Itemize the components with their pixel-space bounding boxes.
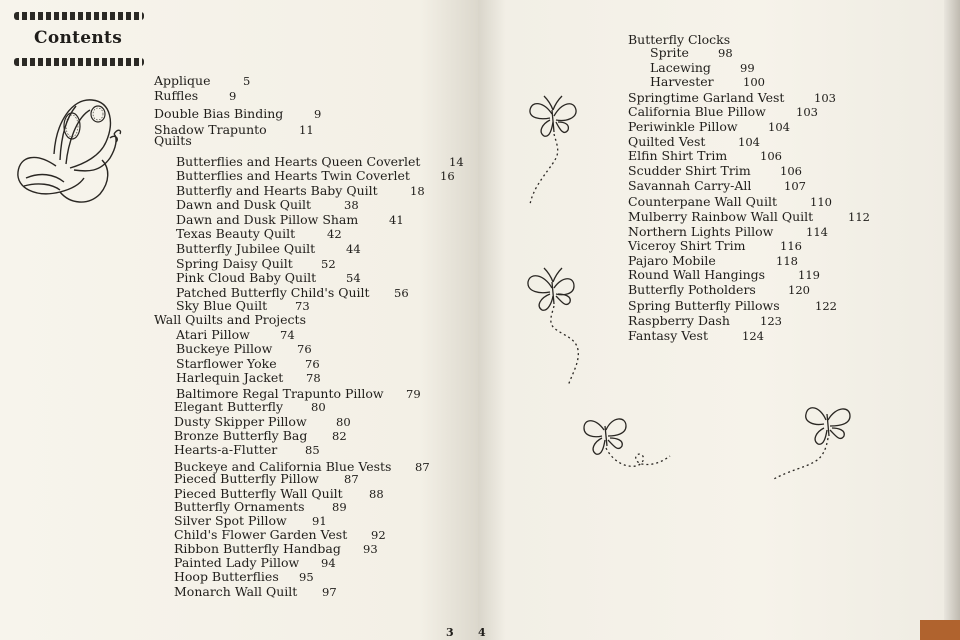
toc-entry — [174, 569, 314, 584]
toc-entry-title: Spring Butterfly Pillows — [628, 298, 780, 313]
toc-entry-page-number: 80 — [311, 400, 326, 414]
toc-entry-page-number: 97 — [322, 585, 337, 599]
toc-entry — [176, 270, 361, 285]
toc-entry — [176, 256, 336, 271]
toc-entry-page-number: 54 — [346, 271, 361, 285]
toc-entry — [174, 471, 359, 486]
toc-entry-page-number: 103 — [796, 105, 818, 119]
toc-entry-page-number: 56 — [394, 286, 409, 300]
toc-entry — [628, 178, 806, 193]
toc-entry — [174, 513, 327, 528]
toc-entry-page-number: 16 — [440, 169, 455, 183]
toc-entry-page-number: 76 — [305, 357, 320, 371]
toc-entry-page-number: 107 — [784, 179, 806, 193]
toc-entry-title: Periwinkle Pillow — [628, 119, 738, 134]
toc-entry — [628, 148, 782, 163]
toc-entry-title: Monarch Wall Quilt — [174, 584, 298, 599]
toc-entry-title: Round Wall Hangings — [628, 267, 766, 282]
toc-entry-page-number: 103 — [814, 91, 836, 105]
toc-entry-title: Raspberry Dash — [628, 313, 730, 328]
toc-entry-page-number: 85 — [305, 443, 320, 457]
toc-entry — [628, 134, 760, 149]
toc-entry — [628, 194, 832, 209]
toc-entry-title: Butterflies and Hearts Twin Coverlet — [176, 168, 410, 183]
toc-entry-page-number: 42 — [327, 227, 342, 241]
toc-entry — [628, 328, 764, 343]
toc-entry — [176, 327, 295, 342]
toc-entry-title: Harvester — [650, 74, 714, 89]
toc-entry — [176, 370, 321, 385]
decorative-border-bottom — [14, 58, 144, 66]
toc-entry-page-number: 119 — [798, 268, 820, 282]
toc-entry — [174, 499, 347, 514]
toc-entry — [650, 74, 765, 89]
toc-entry-page-number: 78 — [306, 371, 321, 385]
toc-entry-title: Sky Blue Quilt — [176, 298, 268, 313]
toc-entry — [176, 341, 312, 356]
toc-entry-page-number: 124 — [742, 329, 764, 343]
right-page — [478, 0, 944, 640]
toc-entry-page-number: 73 — [295, 299, 310, 313]
book-cover-corner — [920, 620, 960, 640]
toc-entry — [174, 555, 336, 570]
toc-entry — [174, 428, 347, 443]
toc-entry — [154, 73, 251, 88]
butterfly-doodle-icon — [524, 266, 594, 392]
toc-entry — [174, 527, 386, 542]
toc-entry-title: Applique — [154, 73, 211, 88]
toc-entry — [176, 197, 359, 212]
toc-entry-page-number: 91 — [312, 514, 327, 528]
toc-entry-title: Dusty Skipper Pillow — [174, 414, 307, 429]
toc-entry-title: Hearts-a-Flutter — [174, 442, 278, 457]
toc-entry-title: Mulberry Rainbow Wall Quilt — [628, 209, 814, 224]
toc-entry-page-number: 9 — [229, 89, 237, 103]
toc-entry-title: Painted Lady Pillow — [174, 555, 300, 570]
toc-entry-page-number: 106 — [760, 149, 782, 163]
toc-entry-title: Wall Quilts and Projects — [154, 312, 306, 327]
toc-entry-page-number: 9 — [314, 107, 322, 121]
toc-entry-page-number: 76 — [297, 342, 312, 356]
toc-entry-page-number: 104 — [738, 135, 760, 149]
page-number: 3 — [446, 626, 454, 639]
toc-entry — [174, 399, 326, 414]
toc-entry-page-number: 122 — [815, 299, 837, 313]
toc-entry — [176, 298, 310, 313]
toc-entry-page-number: 87 — [344, 472, 359, 486]
toc-entry-title: Pink Cloud Baby Quilt — [176, 270, 317, 285]
toc-entry-title: Elegant Butterfly — [174, 399, 284, 414]
toc-entry-title: Counterpane Wall Quilt — [628, 194, 777, 209]
toc-entry — [174, 584, 337, 599]
toc-entry-page-number: 87 — [415, 460, 430, 474]
toc-entry-page-number: 110 — [810, 195, 832, 209]
toc-entry-title: Patched Butterfly Child's Quilt — [176, 285, 370, 300]
toc-entry-title: Starflower Yoke — [176, 356, 277, 371]
toc-entry — [628, 224, 828, 239]
toc-entry — [628, 90, 836, 105]
butterfly-doodle-icon — [768, 400, 864, 486]
toc-entry-page-number: 98 — [718, 46, 733, 60]
toc-entry-title: Fantasy Vest — [628, 328, 708, 343]
toc-entry-page-number: 120 — [788, 283, 810, 297]
toc-entry-page-number: 100 — [743, 75, 765, 89]
toc-entry — [154, 88, 237, 103]
toc-entry-title: Dawn and Dusk Pillow Sham — [176, 212, 359, 227]
toc-entry — [176, 226, 342, 241]
toc-entry-title: Quilts — [154, 133, 192, 148]
toc-entry-page-number: 118 — [776, 254, 798, 268]
toc-entry-title: Springtime Garland Vest — [628, 90, 785, 105]
toc-entry-page-number: 74 — [280, 328, 295, 342]
toc-entry-title: Butterfly Potholders — [628, 282, 756, 297]
toc-entry-title: Butterfly and Hearts Baby Quilt — [176, 183, 378, 198]
toc-entry-title: Buckeye and California Blue Vests — [174, 459, 392, 474]
toc-entry — [628, 267, 820, 282]
toc-entry-title: Silver Spot Pillow — [174, 513, 287, 528]
toc-entry-title: Northern Lights Pillow — [628, 224, 774, 239]
toc-entry-title: Texas Beauty Quilt — [176, 226, 296, 241]
toc-entry-title: California Blue Pillow — [628, 104, 766, 119]
toc-entry-title: Scudder Shirt Trim — [628, 163, 751, 178]
toc-entry-page-number: 14 — [449, 155, 464, 169]
toc-entry-title: Elfin Shirt Trim — [628, 148, 728, 163]
toc-entry-title: Hoop Butterflies — [174, 569, 279, 584]
butterfly-illustration-icon — [14, 94, 126, 210]
toc-entry-title: Lacewing — [650, 60, 711, 75]
toc-entry-page-number: 112 — [848, 210, 870, 224]
toc-entry-page-number: 114 — [806, 225, 828, 239]
toc-entry-title: Child's Flower Garden Vest — [174, 527, 348, 542]
toc-entry — [628, 209, 870, 224]
toc-entry-title: Butterflies and Hearts Queen Coverlet — [176, 154, 421, 169]
toc-entry-title: Savannah Carry-All — [628, 178, 752, 193]
toc-entry — [176, 241, 361, 256]
toc-entry-title: Butterfly Ornaments — [174, 499, 305, 514]
toc-entry-title: Shadow Trapunto — [154, 122, 267, 137]
toc-entry — [176, 168, 455, 183]
toc-entry-title: Butterfly Clocks — [628, 32, 731, 47]
butterfly-doodle-icon — [582, 412, 678, 476]
toc-entry-page-number: 94 — [321, 556, 336, 570]
toc-entry-page-number: 82 — [332, 429, 347, 443]
toc-entry-page-number: 106 — [780, 164, 802, 178]
toc-entry-title: Pieced Butterfly Pillow — [174, 471, 319, 486]
toc-entry-page-number: 80 — [336, 415, 351, 429]
toc-entry — [176, 356, 320, 371]
toc-entry-title: Double Bias Binding — [154, 106, 284, 121]
toc-entry-title: Baltimore Regal Trapunto Pillow — [176, 386, 384, 401]
toc-entry-page-number: 95 — [299, 570, 314, 584]
butterfly-doodle-icon — [524, 92, 584, 210]
toc-entry-page-number: 79 — [406, 387, 421, 401]
toc-entry — [176, 212, 404, 227]
left-page — [0, 0, 478, 640]
toc-entry-page-number: 104 — [768, 120, 790, 134]
toc-entry-page-number: 18 — [410, 184, 425, 198]
toc-entry-title: Harlequin Jacket — [176, 370, 284, 385]
toc-entry — [628, 298, 837, 313]
decorative-border-top — [14, 12, 144, 20]
toc-entry-title: Butterfly Jubilee Quilt — [176, 241, 316, 256]
page-number: 4 — [478, 626, 486, 639]
toc-entry-title: Ribbon Butterfly Handbag — [174, 541, 341, 556]
toc-entry — [174, 414, 351, 429]
toc-entry — [154, 134, 192, 148]
toc-entry-title: Pieced Butterfly Wall Quilt — [174, 486, 343, 501]
toc-entry-page-number: 41 — [389, 213, 404, 227]
toc-entry — [650, 45, 733, 60]
toc-entry-page-number: 123 — [760, 314, 782, 328]
toc-entry-title: Dawn and Dusk Quilt — [176, 197, 312, 212]
toc-entry-title: Sprite — [650, 45, 689, 60]
toc-entry — [174, 442, 320, 457]
toc-entry-title: Atari Pillow — [176, 327, 250, 342]
toc-entry — [176, 183, 425, 198]
toc-entry-title: Pajaro Mobile — [628, 253, 716, 268]
toc-entry-title: Ruffles — [154, 88, 199, 103]
toc-entry-title: Bronze Butterfly Bag — [174, 428, 308, 443]
toc-entry — [154, 106, 322, 121]
toc-entry — [628, 104, 818, 119]
toc-entry-page-number: 92 — [371, 528, 386, 542]
book-cover-edge — [944, 0, 960, 640]
toc-entry — [628, 313, 782, 328]
page-title: Contents — [34, 28, 123, 48]
toc-entry-page-number: 89 — [332, 500, 347, 514]
toc-entry — [628, 119, 790, 134]
toc-entry — [628, 238, 802, 253]
toc-entry — [176, 154, 464, 169]
toc-entry-page-number: 11 — [299, 123, 314, 137]
toc-entry-page-number: 93 — [363, 542, 378, 556]
toc-entry-page-number: 38 — [344, 198, 359, 212]
toc-entry-title: Viceroy Shirt Trim — [628, 238, 746, 253]
toc-entry-page-number: 88 — [369, 487, 384, 501]
toc-entry-page-number: 99 — [740, 61, 755, 75]
toc-entry — [174, 541, 378, 556]
toc-entry-page-number: 5 — [243, 74, 251, 88]
toc-entry-title: Buckeye Pillow — [176, 341, 273, 356]
toc-entry — [628, 253, 798, 268]
toc-entry-page-number: 116 — [780, 239, 802, 253]
toc-entry — [154, 313, 306, 327]
toc-entry-title: Spring Daisy Quilt — [176, 256, 293, 271]
toc-entry — [628, 163, 802, 178]
toc-entry-page-number: 52 — [321, 257, 336, 271]
toc-entry — [628, 282, 810, 297]
toc-entry-title: Quilted Vest — [628, 134, 706, 149]
toc-entry — [650, 60, 755, 75]
toc-entry-page-number: 44 — [346, 242, 361, 256]
